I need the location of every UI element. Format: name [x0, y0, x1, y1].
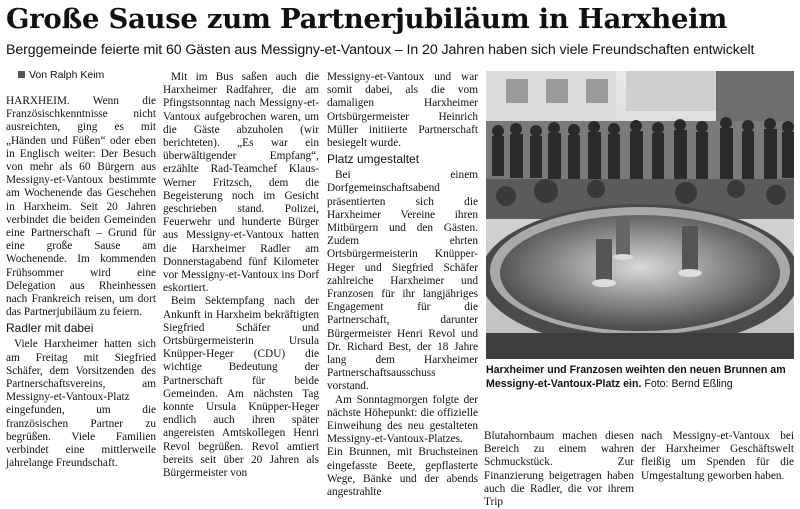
author-name: Von Ralph Keim: [29, 69, 105, 81]
photo-credit: Foto: Bernd Eßling: [644, 377, 733, 390]
fountain-photo: [486, 71, 794, 359]
subheading-platz: Platz umgestaltet: [327, 152, 420, 167]
paragraph: Beim Sektempfang nach der Ankunft in Harxheim bekräftigten Siegfried Schäfer und Ortsbürgermeisterin Ursula Knüpper-Heger (CDU) die wichtige Bedeutung der Partnerschaft für beide Gemeinden. Am nächsten Tag konnte Ursula Knüpper-Heger endlich auch ihren später angereisten Amtskollegen Henri Revol begrüßen. Revol amtiert bereits seit über 20 Jahren als Bürgermeister von: [163, 295, 319, 480]
article-column-5: [641, 430, 794, 483]
article-column-3: [327, 71, 478, 499]
author-line: [18, 69, 104, 81]
paragraph: Blutahornbaum machen diesen Bereich zu einem wahren Schmuckstück. Zur Finanzierung beigetragen haben auch die Radler, die vor ihrem Trip: [484, 430, 634, 509]
caption-text: Harxheimer und Franzosen weihten den neuen Brunnen am Messigny-et-Vantoux-Platz ein.: [486, 364, 786, 390]
subheading-radler: Radler mit dabei: [6, 321, 94, 336]
paragraph: nach Messigny-et-Vantoux bei der Harxheimer Geschäftswelt fleißig um Spenden für die Umgestaltung geworben haben.: [641, 430, 794, 482]
paragraph: Messigny-et-Vantoux und war somit dabei, als die vom damaligen Harxheimer Ortsbürgermeister Heinrich Müller initiierte Partnerschaft besiegelt wurde.: [327, 71, 478, 150]
paragraph: Bei einem Dorfgemeinschaftsabend präsentierten sich die Harxheimer Vereine ihren Mitbürgern und den Gästen. Zudem ehrten Ortsbürgermeisterin Knüpper-Heger und Siegfried Schäfer zahlreiche Harxheimer und Franzosen für ihr langjähriges Engagement für die Partnerschaft, darunter Bürgermeister Henri Revol und Dr. Richard Best, der 18 Jahre lang dem Harxheimer Partnerschaftsausschuss vorstand.: [327, 169, 478, 393]
paragraph: Mit im Bus saßen auch die Harxheimer Radfahrer, die am Pfingstsonntag nach Messigny-et-Vantoux aufgebrochen waren, um die Gäste abzuholen (wir berichteten). „Es war ein überwältigender Empfang“, erzählte Rad-Teamchef Klaus-Werner Fritzsch, dem die Begeisterung noch im Gesicht geschrieben stand. Polizei, Feuerwehr und hunderte Bürger aus Messigny-et-Vantoux hatten die Harxheimer Radler am Donnerstagabend fünf Kilometer vor Messigny-et-Vantoux ins Dorf eskortiert.: [163, 71, 319, 295]
photo-caption: [486, 364, 794, 391]
paragraph: HARXHEIM. Wenn die Französischkenntnisse nicht ausreichten, ging es mit „Händen und Füßen“ oder eben in Englisch weiter: Der Besuch von mehr als 60 Bürgern aus Messigny-et-Vantoux bestimmte am Wochenende das Geschehen in Harxheim. Seit 20 Jahren verbindet die beiden Gemeinden eine Partnerschaft – Grund für eine große Sause am Wochenende. Im kommenden Frühsommer wird eine Delegation aus Rheinhessen nach Frankreich reisen, um dort das Partnerjubiläum zu feiern.: [6, 95, 156, 319]
article-column-1: [6, 95, 156, 470]
subheadline: Berggemeinde feierte mit 60 Gästen aus Messigny-et-Vantoux – In 20 Jahren haben sich viele Freundschaften entwickelt: [6, 42, 755, 58]
fountain-photo-image: [486, 71, 794, 359]
article-column-2: [163, 71, 319, 480]
headline: Große Sause zum Partnerjubiläum in Harxheim: [6, 3, 728, 35]
paragraph: Viele Harxheimer hatten sich am Freitag mit Siegfried Schäfer, dem Vorsitzenden des Partnerschaftsvereins, am Messigny-et-Vantoux-Platz eingefunden, um die französischen Partner zu begrüßen. Viele Familien verbindet eine mittlerweile jahrelange Freundschaft.: [6, 338, 156, 470]
author-square-icon: [18, 71, 25, 78]
article-column-4: [484, 430, 634, 509]
paragraph: Am Sonntagmorgen folgte der nächste Höhepunkt: die offizielle Einweihung des neu gestalteten Messigny-et-Vantoux-Platzes. Ein Brunnen, mit Bruchsteinen eingefasste Beete, gepflasterte Wege, Bänke und der abends angestrahlte: [327, 393, 478, 499]
